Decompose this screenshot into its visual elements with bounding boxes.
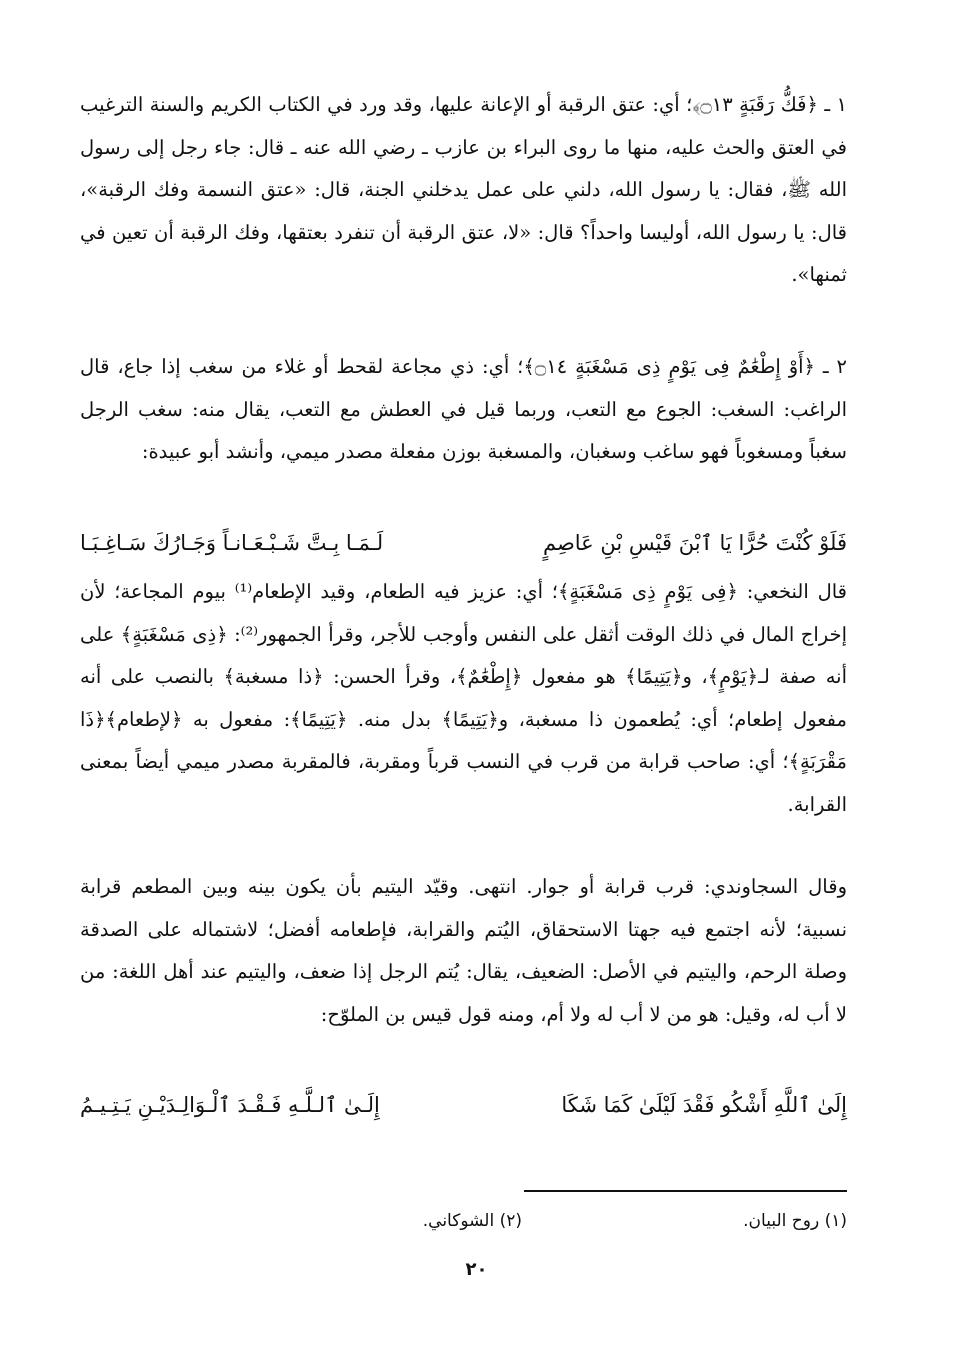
poetry-verse-qays xyxy=(80,1084,847,1126)
paragraph-nakhai-commentary: قال النخعي: ﴿فِى يَوْمٍ ذِى مَسْغَبَةٍ﴾؛ أي: عزيز فيه الطعام، وقيد الإطعام⁽¹⁾ بيوم المجاعة؛ لأن إخراج المال في ذلك الوقت أثقل على النفس وأوجب للأجر، وقرأ الجمهور⁽²⁾: ﴿ذِى مَسْغَبَةٍ﴾ على أنه صفة لـ﴿يَوْمٍ﴾، و﴿يَتِيمًا﴾ هو مفعول ﴿إِطْعَٰمٌ﴾، وقرأ الحسن: ﴿ذا مسغبة﴾ بالنصب على أنه مفعول إطعام؛ أي: يُطعمون ذا مسغبة، و﴿يَتِيمًا﴾ بدل منه. ﴿يَتِيمًا﴾: مفعول به ﴿لإطعام﴾﴿ذَا مَقْرَبَةٍ﴾؛ أي: صاحب قرابة من قرب في النسب قرباً ومقربة، فالمقربة مصدر ميمي أيضاً بمعنى القرابة. xyxy=(80,580,848,816)
footnotes xyxy=(80,1203,847,1239)
footnote-divider xyxy=(524,1190,847,1192)
paragraph-verse-13-commentary: ١ ـ ﴿فَكُّ رَقَبَةٍ ۝١٣﴾؛ أي: عتق الرقبة أو الإعانة عليها، وقد ورد في الكتاب الكريم والسنة الترغيب في العتق والحث عليه، منها ما روى البراء بن عازب ـ رضي الله عنه ـ قال: جاء رجل إلى رسول الله ﷺ، فقال: يا رسول الله، دلني على عمل يدخلني الجنة، قال: «عتق النسمة وفك الرقبة»، قال: يا رسول الله، أوليسا واحداً؟ قال: «لا، عتق الرقبة أن تنفرد بعتقها، وفك الرقبة أن تعين في ثمنها». xyxy=(80,93,847,286)
page-number: ٢٠ xyxy=(465,1259,488,1280)
verse-first-hemistich: إِلَىٰ ٱللَّهِ أَشْكُو فَقْدَ لَيْلَىٰ كَمَا شَكَا xyxy=(561,1093,847,1117)
verse-first-hemistich: فَلَوْ كُنْتَ حُرًّا يَا ٱبْنَ قَيْسِ بْنِ عَاصِمٍ xyxy=(542,531,847,555)
footnote-2: (٢) الشوكاني. xyxy=(422,1211,522,1231)
footnote-1: (١) روح البيان. xyxy=(743,1211,847,1231)
verse-second-hemistich: لَـمَـا بِـتَّ شَـبْـعَـانـاً وَجَـارُكَ سَـاغِـبَـا xyxy=(80,531,384,555)
verse-second-hemistich: إِلَـىٰ ٱلـلَّـهِ فَـقْـدَ ٱلْـوَالِـدَيْـنِ يَـتِـيـمُ xyxy=(80,1093,380,1117)
paragraph-verse-14-commentary: ٢ ـ ﴿أَوْ إِطْعَٰمٌ فِى يَوْمٍ ذِى مَسْغَبَةٍ ۝١٤﴾؛ أي: ذي مجاعة لقحط أو غلاء من سغب إذا جاع، قال الراغب: السغب: الجوع مع التعب، وربما قيل في العطش مع التعب، يقال منه: سغب الرجل سغباً ومسغوباً فهو ساغب وسغبان، والمسغبة بوزن مفعلة مصدر ميمي، وأنشد أبو عبيدة: xyxy=(80,355,847,463)
paragraph-sajawandi-commentary: وقال السجاوندي: قرب قرابة أو جوار. انتهى. وقيّد اليتيم بأن يكون بينه وبين المطعم قرابة نسبية؛ لأنه اجتمع فيه جهتا الاستحقاق، اليُتم والقرابة، فإطعامه أفضل؛ لاشتماله على الصدقة وصلة الرحم، واليتيم في الأصل: الضعيف، يقال: يُتم الرجل إذا ضعف، واليتيم عند أهل اللغة: من لا أب له، وقيل: هو من لا أب له ولا أم، ومنه قول قيس بن الملوّح: xyxy=(80,875,847,1026)
poetry-verse-abu-ubaida xyxy=(80,522,847,564)
